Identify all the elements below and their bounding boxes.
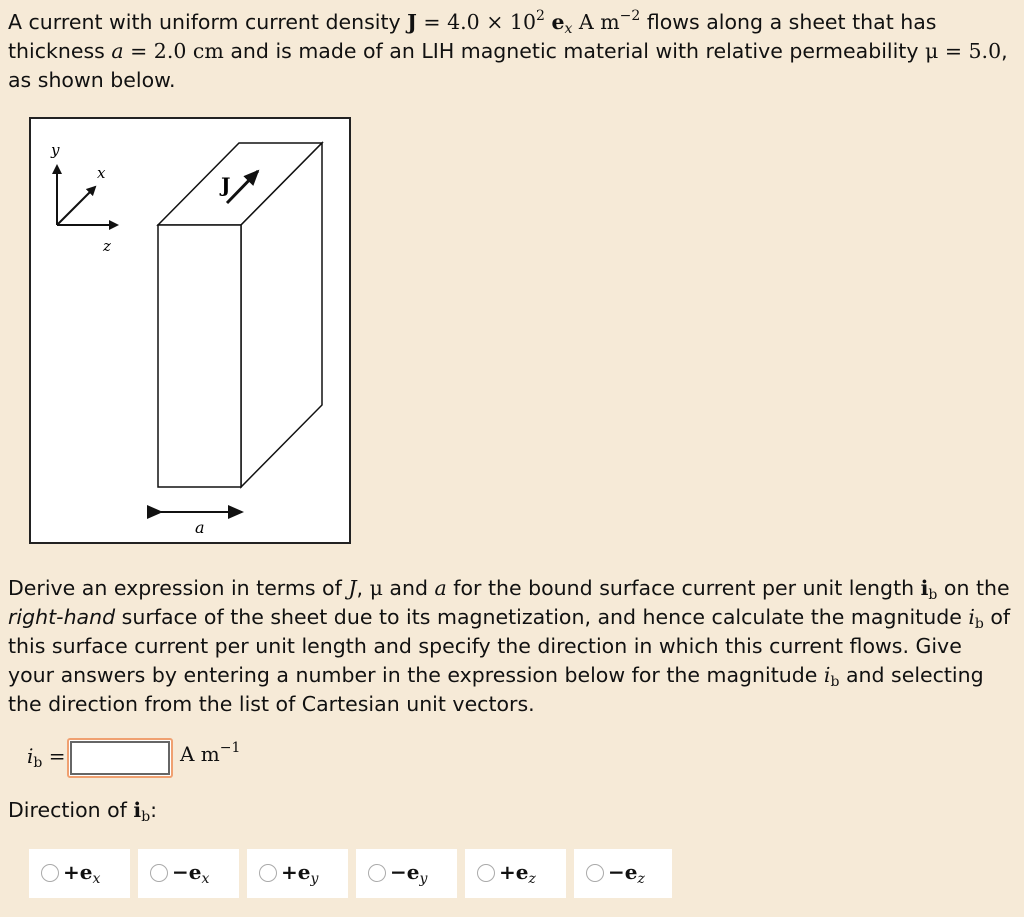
thickness-label: a xyxy=(195,518,205,537)
direction-option-plus-ey[interactable]: $+e_y$ xyxy=(247,849,348,898)
radio-button[interactable] xyxy=(368,864,386,882)
radio-button[interactable] xyxy=(150,864,168,882)
question-text: Derive an expression in terms of J, μ and a for the bound surface current per unit length $i_b$ on the right-hand surface of the sheet due to its magnetization, and hence calculate the magnitude $i_b$ of this surface current per unit length and specify the direction in which this current flows. Give your answers by entering a number in the expression below for the magnitude $i_b$ and selecting the direction from the list of Cartesian unit vectors. xyxy=(8,576,1011,716)
direction-label: Direction of $i_b$: xyxy=(8,798,158,825)
axes-icon xyxy=(57,166,117,225)
axis-z-label: z xyxy=(103,237,111,255)
radio-button[interactable] xyxy=(586,864,604,882)
sheet-diagram xyxy=(29,117,351,544)
direction-option-minus-ey[interactable]: $-e_y$ xyxy=(356,849,457,898)
direction-option-plus-ez[interactable]: $+e_z$ xyxy=(465,849,566,898)
direction-option-minus-ez[interactable]: $-e_z$ xyxy=(574,849,672,898)
current-label: J xyxy=(221,173,231,197)
direction-option-plus-ex[interactable]: $+e_x$ xyxy=(29,849,130,898)
magnitude-input[interactable] xyxy=(70,741,170,775)
answer-row xyxy=(0,736,400,780)
magnitude-input-wrapper xyxy=(67,738,173,778)
radio-button[interactable] xyxy=(41,864,59,882)
radio-button[interactable] xyxy=(259,864,277,882)
sheet-diagram-svg xyxy=(31,119,349,542)
problem-statement: A current with uniform current density $J = 4.0 \times 10^2$ $e_x$ A $m^{-2}$ flows along a sheet that has thickness a = 2.0 cm and is made of an LIH magnetic material with relative permeability μ = 5.0, as shown below. xyxy=(8,8,1008,92)
direction-option-minus-ex[interactable]: $-e_x$ xyxy=(138,849,239,898)
axis-y-label: y xyxy=(51,141,60,159)
answer-unit: A $m^{-1}$ xyxy=(180,740,241,766)
answer-label: $i_b$ = xyxy=(27,744,66,771)
sheet-slab xyxy=(158,143,322,487)
radio-button[interactable] xyxy=(477,864,495,882)
axis-x-label: x xyxy=(97,164,106,182)
